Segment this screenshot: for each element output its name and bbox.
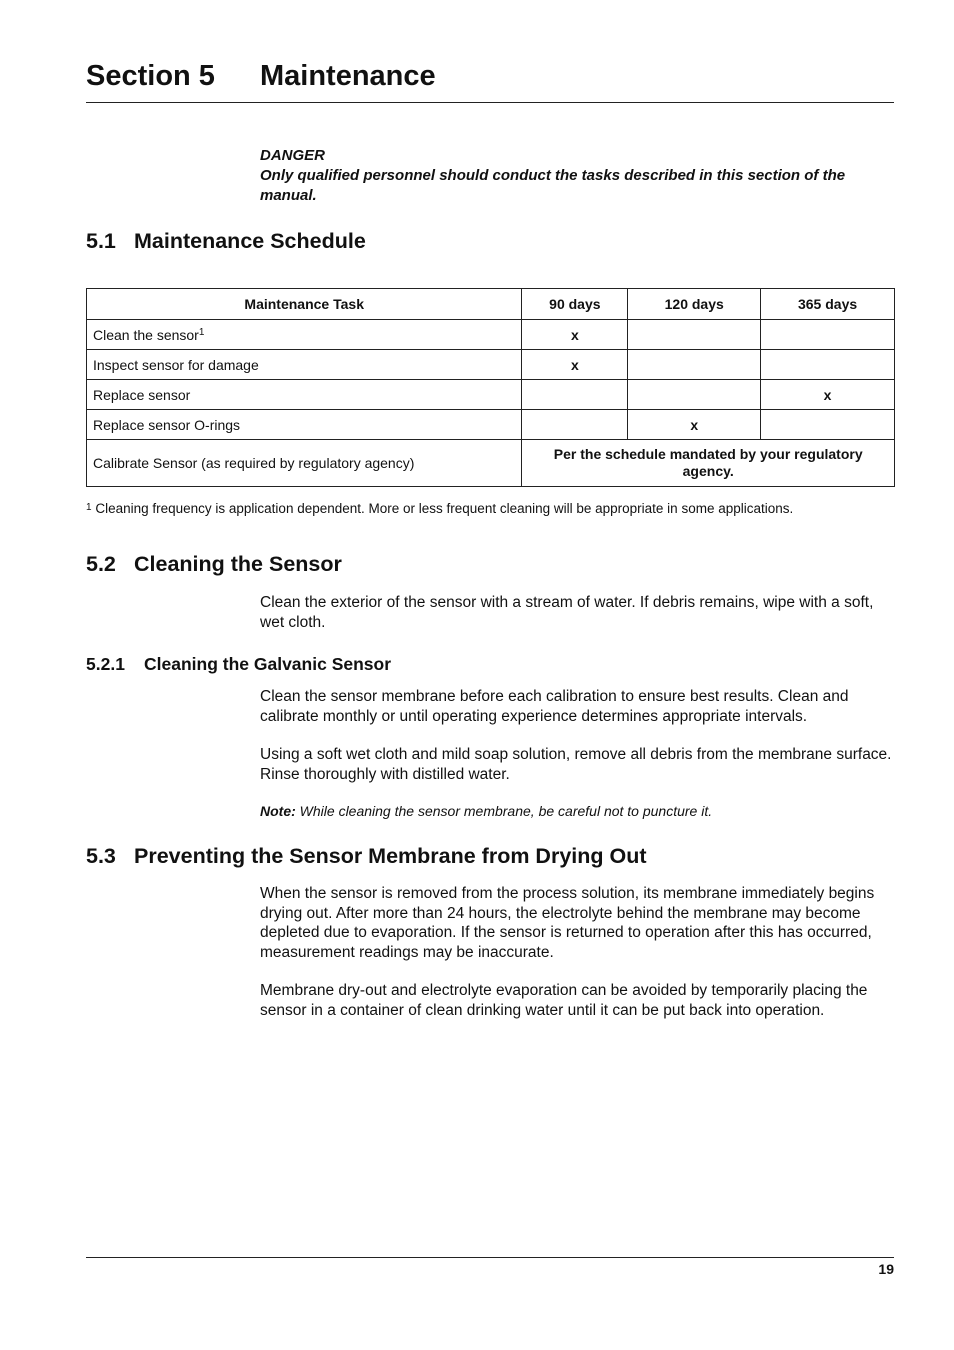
schedule-note-cell: Per the schedule mandated by your regulatory agency.: [522, 440, 895, 487]
heading-number: 5.2: [86, 552, 116, 576]
table-row: [87, 410, 895, 440]
paragraph: Using a soft wet cloth and mild soap solution, remove all debris from the membrane surface. Rinse thoroughly with distilled water.: [260, 746, 892, 783]
danger-label: DANGER: [260, 147, 326, 164]
danger-text: Only qualified personnel should conduct the tasks described in this section of the manual.: [260, 167, 846, 204]
interval-cell: [522, 410, 628, 440]
interval-cell: [761, 320, 895, 350]
interval-cell: [761, 350, 895, 380]
paragraph: Clean the sensor membrane before each calibration to ensure best results. Clean and calibrate monthly or until operating experience determines appropriate intervals.: [260, 688, 849, 725]
table-row: [87, 440, 895, 487]
heading-number: 5.1: [86, 229, 116, 253]
heading-cleaning-sensor: [86, 552, 342, 577]
note: [260, 803, 900, 819]
interval-cell: x: [628, 410, 761, 440]
task-cell: Replace sensor O-rings: [87, 410, 522, 440]
heading-title: Cleaning the Sensor: [134, 552, 342, 576]
heading-title: Preventing the Sensor Membrane from Drying Out: [134, 844, 647, 868]
paragraph: When the sensor is removed from the process solution, its membrane immediately begins drying out. After more than 24 hours, the electrolyte behind the membrane may become depleted due to evaporation. If the sensor is returned to operation after this has occurred, measurement readings may be inaccurate.: [260, 885, 875, 961]
task-cell: Replace sensor: [87, 380, 522, 410]
paragraph: Membrane dry-out and electrolyte evaporation can be avoided by temporarily placing the sensor in a container of clean drinking water until it can be put back into operation.: [260, 982, 868, 1019]
note-label: Note:: [260, 803, 296, 819]
interval-cell: [761, 410, 895, 440]
heading-number: 5.2.1: [86, 654, 125, 674]
interval-cell: [628, 380, 761, 410]
heading-maintenance-schedule: [86, 229, 366, 254]
maintenance-schedule-table: [86, 288, 895, 487]
section-header: [86, 60, 894, 103]
heading-number: 5.3: [86, 844, 116, 868]
heading-preventing-dry-out: [86, 844, 647, 869]
section-title: Maintenance: [260, 60, 436, 92]
note-text: While cleaning the sensor membrane, be careful not to puncture it.: [299, 803, 713, 819]
interval-cell: x: [761, 380, 895, 410]
table-row: [87, 380, 895, 410]
footnote-ref: 1: [198, 326, 205, 338]
task-cell: Inspect sensor for damage: [87, 350, 522, 380]
footer-divider: [86, 1257, 894, 1258]
page-number: 19: [878, 1261, 894, 1277]
section-number: Section 5: [86, 60, 215, 92]
table-footnote: [86, 501, 906, 516]
table-row: [87, 350, 895, 380]
interval-cell: [628, 350, 761, 380]
interval-cell: x: [522, 320, 628, 350]
interval-cell: [628, 320, 761, 350]
task-cell: Clean the sensor$^1$: [87, 320, 522, 350]
heading-title: Maintenance Schedule: [134, 229, 366, 253]
table-header: 365 days: [761, 289, 895, 320]
table-header: 120 days: [628, 289, 761, 320]
danger-notice: [260, 146, 894, 206]
footnote-marker: 1: [86, 502, 92, 513]
task-cell: Calibrate Sensor (as required by regulatory agency): [87, 440, 522, 487]
table-header: Maintenance Task: [87, 289, 522, 320]
heading-title: Cleaning the Galvanic Sensor: [144, 654, 392, 674]
paragraph: Clean the exterior of the sensor with a stream of water. If debris remains, wipe with a soft, wet cloth.: [260, 594, 874, 631]
footnote-text: Cleaning frequency is application dependent. More or less frequent cleaning will be appropriate in some applications.: [95, 501, 794, 516]
table-header-row: [87, 289, 895, 320]
heading-cleaning-galvanic-sensor: [86, 654, 391, 675]
table-row: [87, 320, 895, 350]
interval-cell: x: [522, 350, 628, 380]
interval-cell: [522, 380, 628, 410]
table-header: 90 days: [522, 289, 628, 320]
